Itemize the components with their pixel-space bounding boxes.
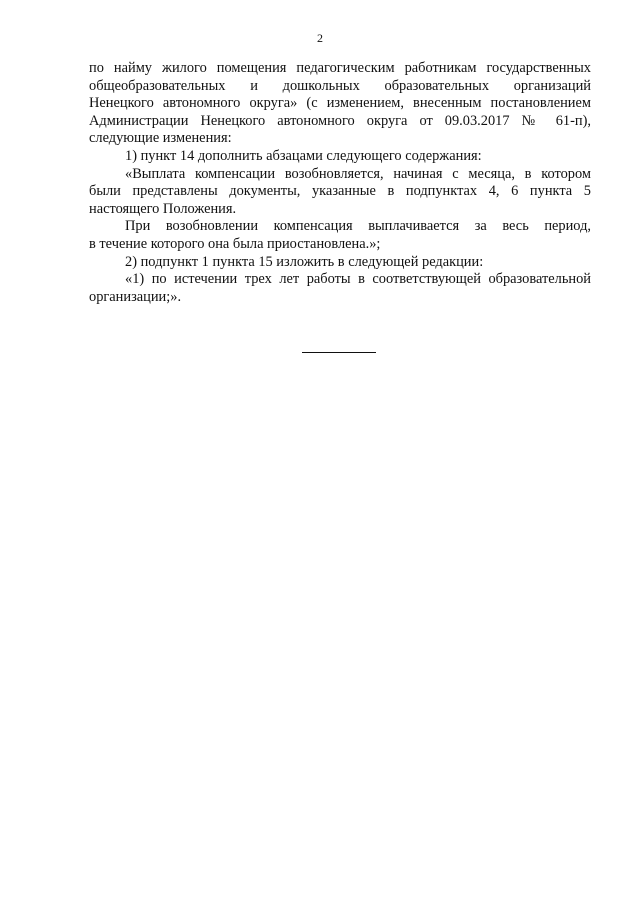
- paragraph-1: [89, 60, 591, 148]
- paragraph-3: [89, 166, 591, 219]
- text-line: «Выплата компенсации возобновляется, начиная с месяца, в котором: [125, 165, 591, 182]
- text-line: настоящего Положения.: [89, 200, 237, 217]
- text-line: следующие изменения:: [89, 130, 232, 147]
- end-separator-line: [302, 352, 376, 353]
- paragraph-5: [89, 254, 591, 272]
- paragraph-4: [89, 218, 591, 253]
- text-line: При возобновлении компенсация выплачивается за весь период,: [125, 218, 591, 235]
- paragraph-2: [89, 148, 591, 166]
- text-line: Ненецкого автономного округа» (с изменением, внесенным постановлением: [89, 95, 591, 112]
- text-line: Администрации Ненецкого автономного округа от 09.03.2017 № 61-п),: [89, 112, 591, 129]
- text-line: по найму жилого помещения педагогическим работникам государственных: [89, 60, 591, 76]
- text-line: организации;».: [89, 288, 182, 305]
- text-line: 2) подпункт 1 пункта 15 изложить в следующей редакции:: [125, 253, 484, 270]
- text-line: общеобразовательных и дошкольных образовательных организаций: [89, 77, 591, 94]
- text-line: «1) по истечении трех лет работы в соответствующей образовательной: [125, 271, 591, 288]
- paragraph-6: [89, 271, 591, 306]
- text-line: 1) пункт 14 дополнить абзацами следующего содержания:: [125, 147, 482, 164]
- text-line: в течение которого она была приостановлена.»;: [89, 235, 381, 252]
- page-number: 2: [317, 31, 323, 45]
- text-line: были представлены документы, указанные в подпунктах 4, 6 пункта 5: [89, 183, 591, 200]
- document-body: [89, 60, 591, 306]
